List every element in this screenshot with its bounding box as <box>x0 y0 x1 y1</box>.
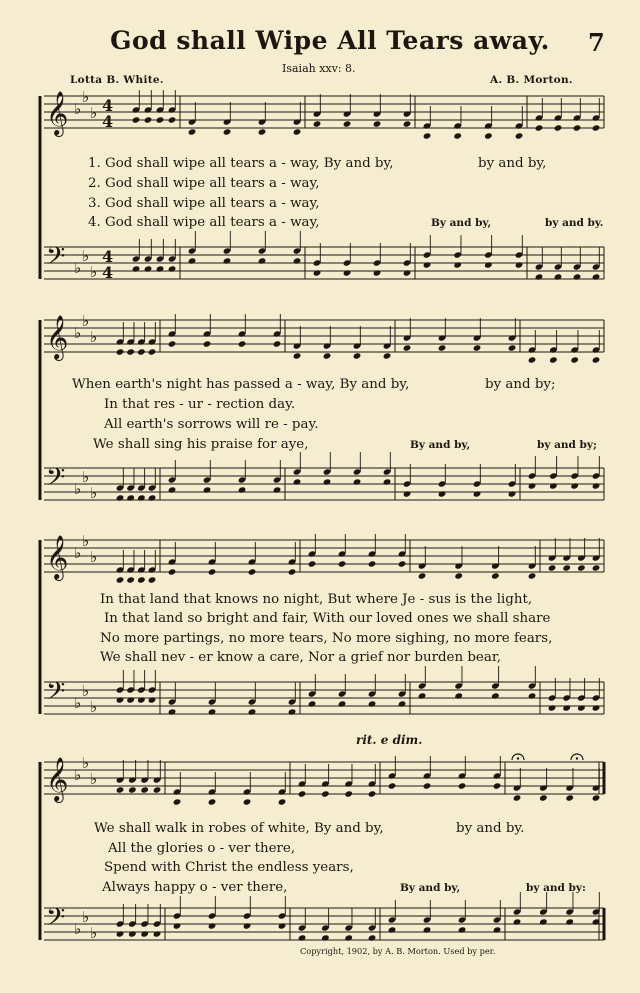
hymn-title: God shall Wipe All Tears away. <box>110 26 550 55</box>
note-head <box>208 708 217 715</box>
verse-line-2-1: When earth's night has passed a - way, By and by, <box>72 377 410 392</box>
treble-clef: 𝄞 <box>46 315 69 359</box>
note-head <box>423 132 432 139</box>
note-head <box>484 261 493 268</box>
bass-clef: 𝄢 <box>46 677 66 712</box>
lyricist-credit: Lotta B. White. <box>70 74 164 86</box>
note-head <box>156 265 165 272</box>
note-head <box>208 922 217 929</box>
flat-sign: ♭ <box>90 104 98 122</box>
note-head <box>418 572 427 579</box>
note-head <box>293 352 302 359</box>
note-head <box>298 934 307 941</box>
flat-sign: ♭ <box>90 548 98 566</box>
note-head <box>554 273 563 280</box>
verse-line-4-1: We shall walk in robes of white, By and by, <box>94 821 384 836</box>
note-head <box>344 790 353 797</box>
note-head <box>368 934 377 941</box>
note-head <box>116 696 125 703</box>
note-head <box>323 478 332 485</box>
note-head <box>168 486 177 493</box>
refrain-end-1: by and by, <box>478 156 547 171</box>
note-head <box>539 794 548 801</box>
refrain-end-2: by and by; <box>485 377 556 392</box>
note-head <box>528 356 537 363</box>
verse-line-1-2: 2. God shall wipe all tears a - way, <box>88 176 320 191</box>
bass-clef: 𝄢 <box>46 903 66 938</box>
treble-clef: 𝄞 <box>46 91 69 135</box>
note-head <box>116 786 125 793</box>
flat-sign: ♭ <box>90 328 98 346</box>
treble-clef: 𝄞 <box>46 535 69 579</box>
note-head <box>592 356 601 363</box>
note-head <box>570 356 579 363</box>
flat-sign: ♭ <box>74 324 82 342</box>
note-head <box>258 128 267 135</box>
note-head <box>373 269 382 276</box>
time-signature-top: 4 <box>102 247 114 266</box>
note-head <box>258 257 267 264</box>
note-head <box>116 576 125 583</box>
note-head <box>126 696 135 703</box>
note-head <box>137 494 146 501</box>
verse-line-1-1: 1. God shall wipe all tears a - way, By and by, <box>88 156 394 171</box>
flat-sign: ♭ <box>74 480 82 498</box>
note-head <box>168 116 177 123</box>
note-head <box>513 794 522 801</box>
note-head <box>577 564 586 571</box>
note-head <box>126 348 135 355</box>
note-head <box>570 482 579 489</box>
flat-sign: ♭ <box>90 263 98 281</box>
flat-sign: ♭ <box>82 532 90 550</box>
note-head <box>423 926 432 933</box>
note-head <box>548 704 557 711</box>
bass-refrain-4a: By and by, <box>400 882 461 894</box>
note-head <box>248 708 257 715</box>
note-head <box>144 265 153 272</box>
note-head <box>298 790 307 797</box>
note-head <box>562 704 571 711</box>
note-head <box>148 696 157 703</box>
note-head <box>293 257 302 264</box>
note-head <box>188 128 197 135</box>
note-head <box>528 482 537 489</box>
note-head <box>539 918 548 925</box>
note-head <box>238 340 247 347</box>
verse-line-4-2: All the glories o - ver there, <box>108 841 296 856</box>
note-head <box>308 700 317 707</box>
note-head <box>565 918 574 925</box>
note-head <box>208 568 217 575</box>
flat-sign: ♭ <box>90 484 98 502</box>
note-head <box>321 934 330 941</box>
note-head <box>515 132 524 139</box>
note-head <box>273 486 282 493</box>
note-head <box>137 696 146 703</box>
note-head <box>493 782 502 789</box>
note-head <box>248 568 257 575</box>
note-head <box>423 782 432 789</box>
note-head <box>368 560 377 567</box>
note-head <box>168 708 177 715</box>
bass-refrain-1a: By and by, <box>431 217 492 229</box>
note-head <box>173 922 182 929</box>
note-head <box>203 340 212 347</box>
verse-line-4-3: Spend with Christ the endless years, <box>104 860 354 875</box>
note-head <box>132 116 141 123</box>
verse-line-3-4: We shall nev - er know a care, Nor a grief nor burden bear, <box>100 650 502 665</box>
note-head <box>493 926 502 933</box>
note-head <box>565 794 574 801</box>
note-head <box>128 786 137 793</box>
note-head <box>153 930 162 937</box>
flat-sign: ♭ <box>82 88 90 106</box>
verse-line-3-1: In that land that knows no night, But where Je - sus is the light, <box>100 592 533 607</box>
note-head <box>313 120 322 127</box>
note-head <box>453 261 462 268</box>
note-head <box>338 560 347 567</box>
note-head <box>223 257 232 264</box>
note-head <box>438 490 447 497</box>
note-head <box>473 490 482 497</box>
note-head <box>592 564 601 571</box>
note-head <box>128 930 137 937</box>
verse-line-2-2: In that res - ur - rection day. <box>104 397 296 412</box>
note-head <box>293 478 302 485</box>
note-head <box>168 568 177 575</box>
note-head <box>273 340 282 347</box>
flat-sign: ♭ <box>74 920 82 938</box>
note-head <box>423 261 432 268</box>
note-head <box>573 124 582 131</box>
note-head <box>116 494 125 501</box>
bass-refrain-4b: by and by: <box>526 882 586 894</box>
note-head <box>383 352 392 359</box>
note-head <box>403 344 412 351</box>
note-head <box>592 124 601 131</box>
note-head <box>203 486 212 493</box>
time-signature-bottom: 4 <box>102 263 114 282</box>
flat-sign: ♭ <box>82 312 90 330</box>
note-head <box>535 273 544 280</box>
note-head <box>535 124 544 131</box>
flat-sign: ♭ <box>74 259 82 277</box>
note-head <box>144 116 153 123</box>
note-head <box>528 692 537 699</box>
verse-line-4-4: Always happy o - ver there, <box>102 880 288 895</box>
page-number: 7 <box>588 28 605 57</box>
note-head <box>208 798 217 805</box>
note-head <box>137 576 146 583</box>
bass-clef: 𝄢 <box>46 463 66 498</box>
note-head <box>403 120 412 127</box>
note-head <box>554 124 563 131</box>
note-head <box>288 708 297 715</box>
note-head <box>403 490 412 497</box>
flat-sign: ♭ <box>82 682 90 700</box>
note-head <box>458 782 467 789</box>
dynamic-marking: rit. e dim. <box>356 733 423 747</box>
note-head <box>454 572 463 579</box>
verse-line-1-3: 3. God shall wipe all tears a - way, <box>88 196 320 211</box>
note-head <box>592 704 601 711</box>
bass-clef: 𝄢 <box>46 242 66 277</box>
note-head <box>116 348 125 355</box>
note-head <box>403 269 412 276</box>
flat-sign: ♭ <box>82 908 90 926</box>
note-head <box>592 794 601 801</box>
note-head <box>562 564 571 571</box>
flat-sign: ♭ <box>74 100 82 118</box>
note-head <box>313 269 322 276</box>
note-head <box>458 926 467 933</box>
verse-line-1-4: 4. God shall wipe all tears a - way, <box>88 215 320 230</box>
bass-refrain-1b: by and by. <box>545 217 604 229</box>
note-head <box>148 348 157 355</box>
note-head <box>153 786 162 793</box>
note-head <box>148 494 157 501</box>
note-head <box>438 344 447 351</box>
note-head <box>168 340 177 347</box>
note-head <box>238 486 247 493</box>
note-head <box>156 116 165 123</box>
note-head <box>243 922 252 929</box>
note-head <box>278 798 287 805</box>
composer-credit: A. B. Morton. <box>490 74 573 86</box>
note-head <box>243 798 252 805</box>
bass-refrain-2a: By and by, <box>410 439 471 451</box>
note-head <box>148 576 157 583</box>
copyright-notice: Copyright, 1902, by A. B. Morton. Used by per. <box>300 946 496 956</box>
note-head <box>484 132 493 139</box>
flat-sign: ♭ <box>82 754 90 772</box>
verse-line-3-2: In that land so bright and fair, With our loved ones we shall share <box>104 611 551 626</box>
note-head <box>592 273 601 280</box>
note-head <box>388 782 397 789</box>
note-head <box>116 930 125 937</box>
note-head <box>168 265 177 272</box>
note-head <box>528 572 537 579</box>
note-head <box>383 478 392 485</box>
note-head <box>173 798 182 805</box>
note-head <box>132 265 141 272</box>
bass-refrain-2b: by and by; <box>537 439 597 451</box>
note-head <box>549 482 558 489</box>
scripture-reference: Isaiah xxv: 8. <box>282 62 356 75</box>
note-head <box>126 494 135 501</box>
note-head <box>513 918 522 925</box>
note-head <box>137 348 146 355</box>
note-head <box>353 352 362 359</box>
note-head <box>398 560 407 567</box>
note-head <box>548 564 557 571</box>
note-head <box>278 922 287 929</box>
fermata-dot <box>517 757 519 759</box>
fermata-dot <box>576 757 578 759</box>
flat-sign: ♭ <box>82 247 90 265</box>
note-head <box>308 560 317 567</box>
note-head <box>549 356 558 363</box>
verse-line-2-3: All earth's sorrows will re - pay. <box>104 417 319 432</box>
note-head <box>353 478 362 485</box>
note-head <box>418 692 427 699</box>
note-head <box>368 700 377 707</box>
note-head <box>323 352 332 359</box>
flat-sign: ♭ <box>90 770 98 788</box>
treble-clef: 𝄞 <box>46 757 69 801</box>
note-head <box>223 128 232 135</box>
flat-sign: ♭ <box>74 544 82 562</box>
flat-sign: ♭ <box>74 766 82 784</box>
note-head <box>473 344 482 351</box>
verse-line-2-4: We shall sing his praise for aye, <box>93 437 309 452</box>
refrain-end-4: by and by. <box>456 821 525 836</box>
note-head <box>508 344 517 351</box>
flat-sign: ♭ <box>90 924 98 942</box>
flat-sign: ♭ <box>90 698 98 716</box>
time-signature-top: 4 <box>102 96 114 115</box>
note-head <box>373 120 382 127</box>
flat-sign: ♭ <box>82 468 90 486</box>
note-head <box>126 576 135 583</box>
note-head <box>368 790 377 797</box>
note-head <box>508 490 517 497</box>
note-head <box>140 786 149 793</box>
note-head <box>344 934 353 941</box>
note-head <box>338 700 347 707</box>
note-head <box>321 790 330 797</box>
note-head <box>343 269 352 276</box>
verse-line-3-3: No more partings, no more tears, No more sighing, no more fears, <box>100 631 553 646</box>
note-head <box>388 926 397 933</box>
note-head <box>573 273 582 280</box>
flat-sign: ♭ <box>74 694 82 712</box>
note-head <box>140 930 149 937</box>
note-head <box>453 132 462 139</box>
note-head <box>343 120 352 127</box>
note-head <box>188 257 197 264</box>
note-head <box>293 128 302 135</box>
note-head <box>577 704 586 711</box>
note-head <box>454 692 463 699</box>
time-signature-bottom: 4 <box>102 112 114 131</box>
note-head <box>398 700 407 707</box>
note-head <box>288 568 297 575</box>
note-head <box>491 692 500 699</box>
note-head <box>592 482 601 489</box>
note-head <box>491 572 500 579</box>
note-head <box>515 261 524 268</box>
